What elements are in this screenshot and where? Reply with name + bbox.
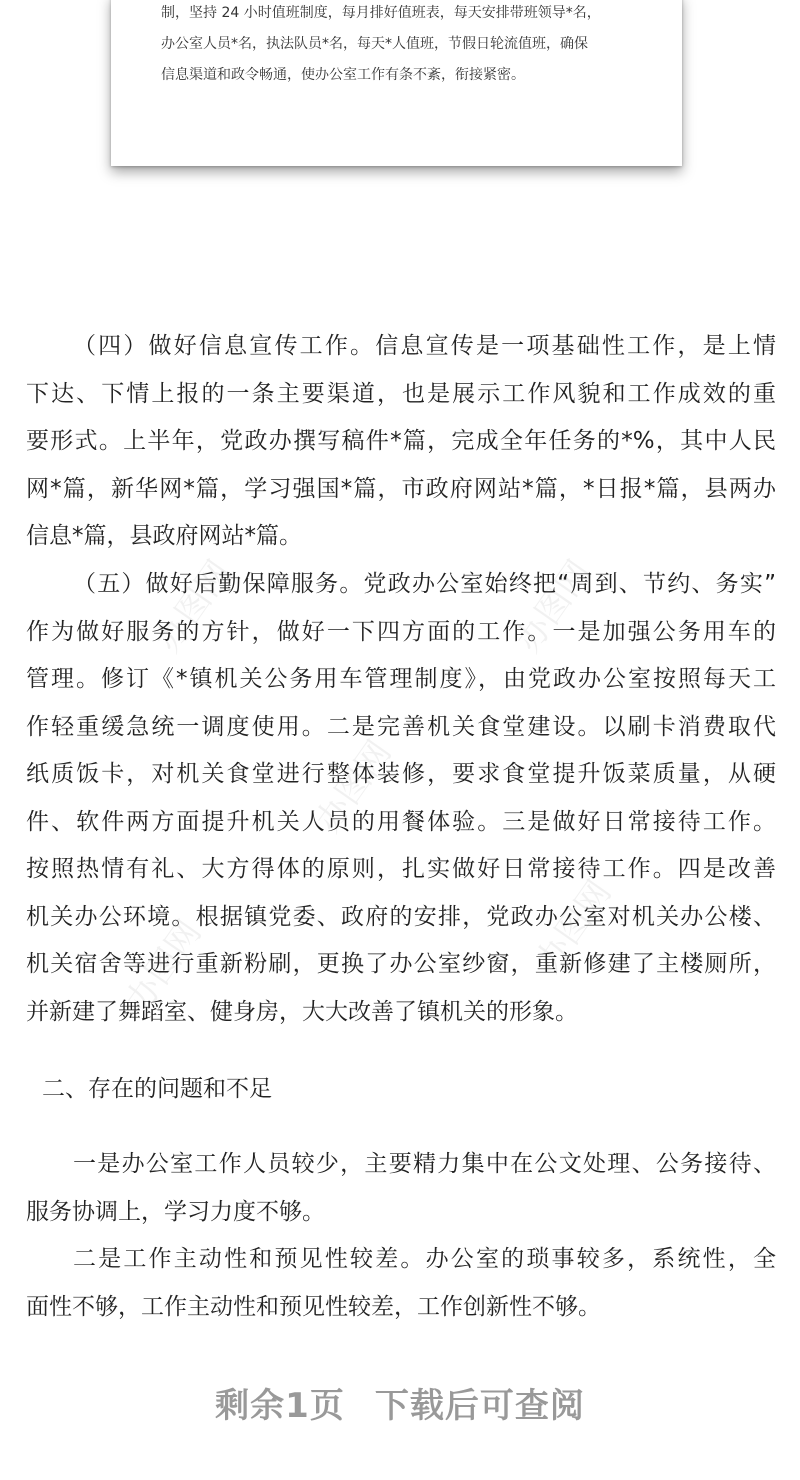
section-logistics-service xyxy=(26,561,776,1036)
paragraph-line: 信息*篇，县政府网站*篇。 xyxy=(26,523,302,549)
preview-line: 制，坚持 24 小时值班制度，每月排好值班表，每天安排带班领导*名， xyxy=(161,5,601,21)
paragraph-line: 二是工作主动性和预见性较差。办公室的琐事较多，系统性，全 xyxy=(73,1246,776,1272)
watermark: 办图网 xyxy=(528,873,620,980)
problem-paragraph-2 xyxy=(26,1236,776,1331)
paragraph-line: （五）做好后勤保障服务。党政办公室始终把“周到、节约、务实” xyxy=(73,571,776,597)
watermark: 办图网 xyxy=(508,553,600,660)
remaining-pages-label: 剩余1页 xyxy=(215,1386,345,1426)
paragraph-line: 纸质饭卡，对机关食堂进行整体装修，要求食堂提升饭菜质量，从硬 xyxy=(26,761,776,787)
paragraph-line: 网*篇，新华网*篇，学习强国*篇，市政府网站*篇，*日报*篇，县两办 xyxy=(26,475,776,502)
watermark: 办图网 xyxy=(118,913,210,1020)
paragraph-line: 件、软件两方面提升机关人员的用餐体验。三是做好日常接待工作。 xyxy=(26,808,776,835)
paragraph-line: 按照热情有礼、大方得体的原则，扎实做好日常接待工作。四是改善 xyxy=(26,856,776,882)
paragraph-line: 机关办公环境。根据镇党委、政府的安排，党政办公室对机关办公楼、 xyxy=(26,903,776,930)
paragraph-line: （四）做好信息宣传工作。信息宣传是一项基础性工作，是上情 xyxy=(73,333,776,359)
paragraph-line: 作轻重缓急统一调度使用。二是完善机关食堂建设。以刷卡消费取代 xyxy=(26,713,776,740)
paragraph-line: 管理。修订《*镇机关公务用车管理制度》，由党政办公室按照每天工 xyxy=(26,666,776,692)
paragraph-line: 一是办公室工作人员较少，主要精力集中在公文处理、公务接待、 xyxy=(73,1151,776,1177)
watermark: 办图网 xyxy=(308,733,400,840)
paragraph-line: 下达、下情上报的一条主要渠道，也是展示工作风貌和工作成效的重 xyxy=(26,380,776,407)
previous-page-preview xyxy=(111,0,682,166)
watermark: 办图网 xyxy=(148,553,240,660)
section-heading-problems: 二、存在的问题和不足 xyxy=(42,1076,272,1102)
paragraph-line: 服务协调上，学习力度不够。 xyxy=(26,1198,325,1225)
paragraph-line: 作为做好服务的方针，做好一下四方面的工作。一是加强公务用车的 xyxy=(26,618,776,645)
download-label: 下载后可查阅 xyxy=(374,1386,585,1426)
problem-paragraph-1 xyxy=(26,1141,776,1236)
download-to-read-button[interactable] xyxy=(0,1378,800,1427)
paragraph-line: 要形式。上半年，党政办撰写稿件*篇，完成全年任务的*%，其中人民 xyxy=(26,428,776,454)
preview-line: 信息渠道和政令畅通，使办公室工作有条不紊，衔接紧密。 xyxy=(161,67,525,83)
paragraph-line: 面性不够，工作主动性和预见性较差，工作创新性不够。 xyxy=(26,1293,601,1320)
paragraph-line: 机关宿舍等进行重新粉刷，更换了办公室纱窗，重新修建了主楼厕所， xyxy=(26,951,776,977)
preview-text-block xyxy=(161,0,651,91)
section-info-publicity xyxy=(26,323,776,561)
preview-line: 办公室人员*名，执法队员*名，每天*人值班，节假日轮流值班，确保 xyxy=(161,36,588,52)
paragraph-line: 并新建了舞蹈室、健身房，大大改善了镇机关的形象。 xyxy=(26,998,578,1025)
